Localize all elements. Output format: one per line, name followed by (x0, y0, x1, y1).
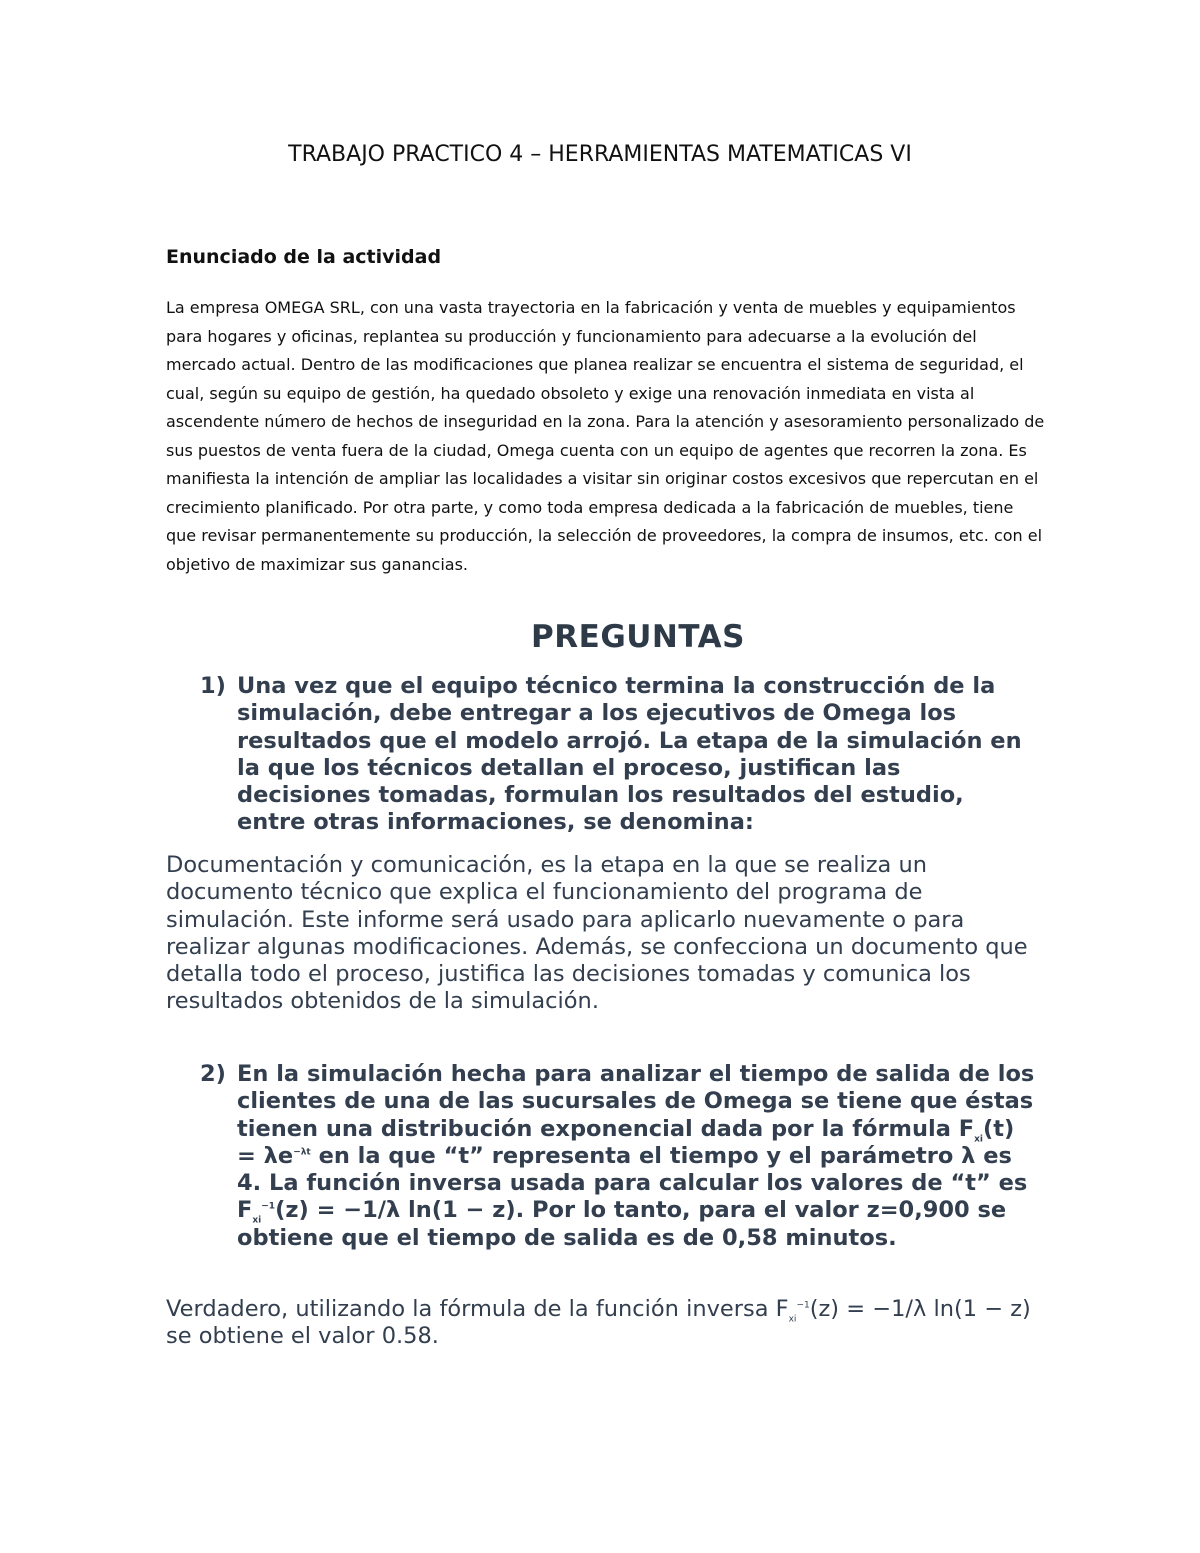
question-2-text-part4: (z) = −1/λ ln(1 − z). Por lo tanto, para el valor z=0,900 se obtiene que el tiempo de salida es de 0,58 minutos. (237, 1197, 1007, 1251)
question-1-text: Una vez que el equipo técnico termina la construcción de la simulación, debe entregar a los ejecutivos de Omega los resultados que el modelo arrojó. La etapa de la simulación en la que los técnicos detallan el proceso, justifican las decisiones tomadas, formulan los resultados del estudio, entre otras informaciones, se denomina: (237, 673, 1022, 836)
question-2-subscript-xi: xi (974, 1134, 984, 1145)
questions-heading: PREGUNTAS (531, 619, 745, 655)
question-2 (200, 1061, 1037, 1252)
section-heading: Enunciado de la actividad (166, 246, 442, 268)
question-1 (200, 673, 1037, 837)
question-2-text-part2: (t) = λe (237, 1115, 1015, 1169)
question-2-subscript-xi-inverse: xi (252, 1215, 262, 1226)
answer-2-subscript-xi: xi (788, 1314, 797, 1325)
answer-2-superscript-inverse: −1 (796, 1300, 810, 1311)
question-2-superscript-inverse: −1 (261, 1201, 276, 1212)
answer-2 (166, 1296, 1046, 1351)
intro-paragraph: La empresa OMEGA SRL, con una vasta trayectoria en la fabricación y venta de muebles y equipamientos para hogares y oficinas, replantea su producción y funcionamiento para adecuarse a la evolución del mercado actual. Dentro de las modificaciones que planea realizar se encuentra el sistema de seguridad, el cual, según su equipo de gestión, ha quedado obsoleto y exige una renovación inmediata en vista al ascendente número de hechos de inseguridad en la zona. Para la atención y asesoramiento personalizado de sus puestos de venta fuera de la ciudad, Omega cuenta con un equipo de agentes que recorren la zona. Es manifiesta la intención de ampliar las localidades a visitar sin originar costos excesivos que repercutan en el crecimiento planificado. Por otra parte, y como toda empresa dedicada a la fabricación de muebles, tiene que revisar permanentemente su producción, la selección de proveedores, la compra de insumos, etc. con el objetivo de maximizar sus ganancias. (166, 298, 1045, 574)
document-title: TRABAJO PRACTICO 4 – HERRAMIENTAS MATEMATICAS VI (288, 142, 912, 167)
question-2-number: 2) (200, 1061, 226, 1087)
question-2-superscript-exponent: −λt (293, 1147, 311, 1158)
question-2-text-part3: en la que “t” representa el tiempo y el parámetro λ es 4. La función inversa usada para calcular los valores de “t” es F (237, 1142, 1028, 1224)
question-1-number: 1) (200, 673, 226, 699)
answer-1: Documentación y comunicación, es la etapa en la que se realiza un documento técnico que explica el funcionamiento del programa de simulación. Este informe será usado para aplicarlo nuevamente o para realizar algunas modificaciones. Además, se confecciona un documento que detalla todo el proceso, justifica las decisiones tomadas y comunica los resultados obtenidos de la simulación. (166, 852, 1028, 1015)
question-2-text (237, 1061, 1034, 1251)
answer-2-part1: Verdadero, utilizando la fórmula de la función inversa F (166, 1296, 789, 1322)
question-2-text-part1: En la simulación hecha para analizar el tiempo de salida de los clientes de una de las sucursales de Omega se tiene que éstas tienen una distribución exponencial dada por la fórmula F (237, 1061, 1035, 1142)
answer-2-part2: (z) = −1/λ ln(1 − z) se obtiene el valor 0.58. (166, 1296, 1031, 1350)
